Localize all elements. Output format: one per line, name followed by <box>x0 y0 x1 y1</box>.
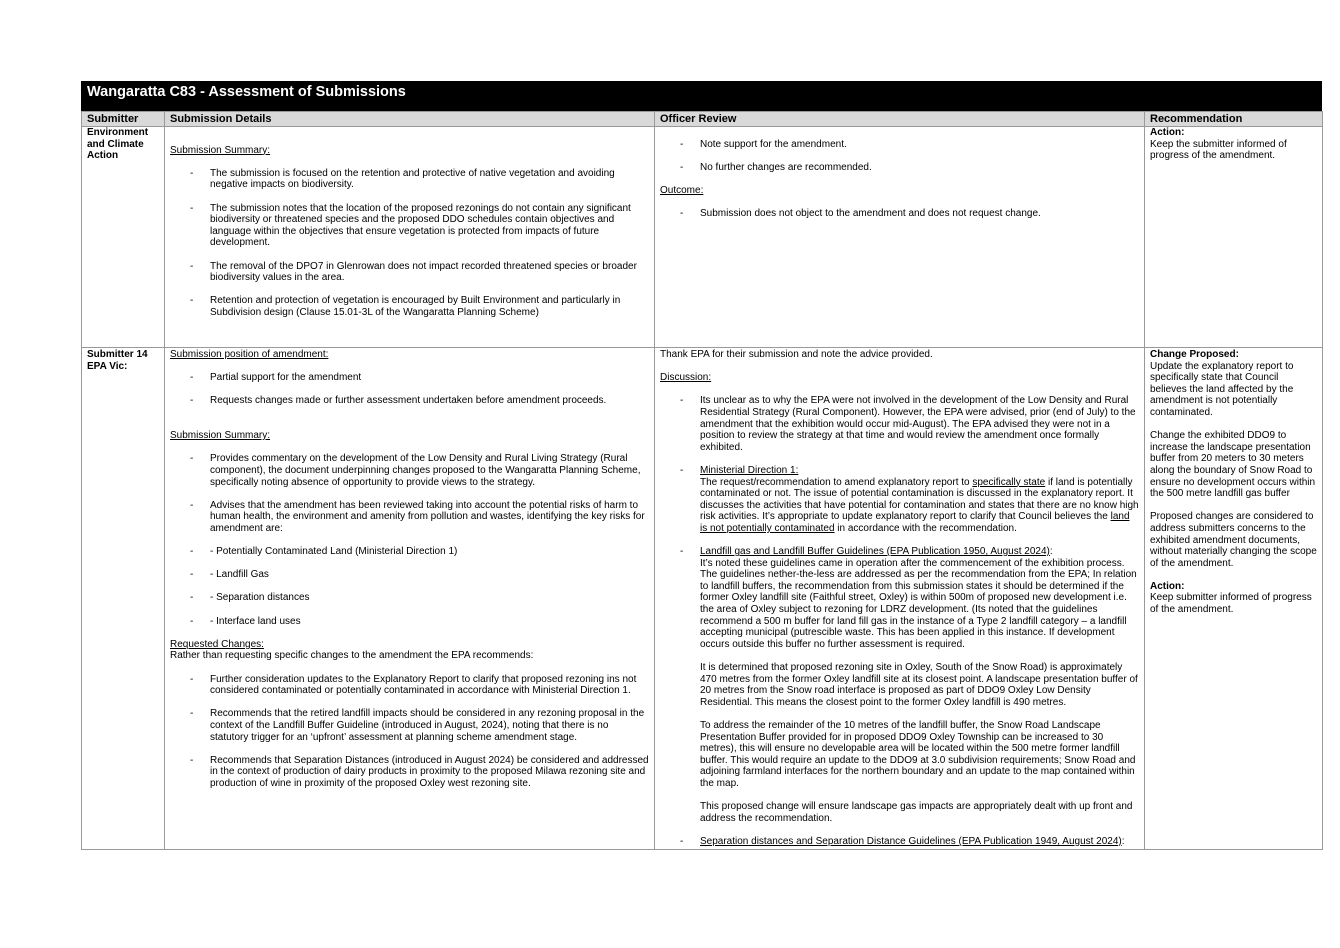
list-item: - The removal of the DPO7 in Glenrowan does not impact recorded threatened species or broader biodiversity values in the area. <box>170 261 649 284</box>
outcome-heading: Outcome: <box>660 184 704 196</box>
list-item: - Its unclear as to why the EPA were not involved in the development of the Low Density and Rural Residential Strategy (Rural Component). However, the EPA were advised, prior (end of July) to the amendment that the exhibition would occur mid-August). The EPA advised they were not in a position to review the strategy at that time and would review the amendment once formally exhibited. <box>660 395 1139 453</box>
list-item: - Provides commentary on the development of the Low Density and Rural Living Strategy (Rural component), the document underpinning changes proposed to the Wangaratta Planning Scheme, specifically noting absence of opportunity to provide views to the strategy. <box>170 453 649 488</box>
submitter-cell: Environment and Climate Action <box>82 127 165 348</box>
paragraph: This proposed change will ensure landscape gas impacts are appropriately dealt with up front and address the recommendation. <box>700 801 1133 824</box>
ministerial-direction-text: The request/recommendation to amend explanatory report to specifically state if land is potentially contaminated or not. The issue of potential contamination is discussed in the explanatory report. It discusses the activities that have potential for contamination and states that there are no know high risk activities. It’s appropriate to update explanatory report to clarify that Council believes the land is not potentially contaminated in accordance with the recommendation. <box>700 476 1139 534</box>
review-intro: Thank EPA for their submission and note the advice provided. <box>660 349 933 360</box>
action-text: Keep the submitter informed of progress of the amendment. <box>1150 138 1287 162</box>
list-item: - Retention and protection of vegetation is encouraged by Built Environment and particularly in Subdivision design (Clause 15.01-3L of the Wangaratta Planning Scheme) <box>170 295 649 318</box>
requested-changes-heading: Requested Changes: <box>170 638 264 650</box>
recommendation-cell <box>1145 348 1323 850</box>
list-item: - Requests changes made or further assessment undertaken before amendment proceeds. <box>170 395 649 407</box>
change-proposed-label: Change Proposed: <box>1150 349 1239 360</box>
list-item: - The submission notes that the location of the proposed rezonings do not contain any significant biodiversity or threatened species and the proposed DDO schedules contain objectives and language within the objectives that ensure vegetation is protected from impacts of future development. <box>170 203 649 249</box>
table-row <box>82 127 1323 348</box>
landfill-heading: - Landfill gas and Landfill Buffer Guidelines (EPA Publication 1950, August 2024): <box>700 546 1053 558</box>
action-label: Action: <box>1150 127 1185 138</box>
officer-review-cell <box>655 348 1145 850</box>
table-header-row <box>82 112 1323 127</box>
summary-heading: Submission Summary: <box>170 430 271 442</box>
list-item: - Further consideration updates to the Explanatory Report to clarify that proposed rezoning ins not considered contaminated or potentially contaminated in accordance with Ministerial Direction 1. <box>170 674 649 697</box>
list-item: - Note support for the amendment. <box>660 139 1139 151</box>
table-row <box>82 348 1323 850</box>
officer-review-cell <box>655 127 1145 348</box>
document-title: Wangaratta C83 - Assessment of Submissions <box>81 81 1322 111</box>
list-item: - Recommends that Separation Distances (introduced in August 2024) be considered and addressed in the context of production of dairy products in proximity to the proposed Milawa rezoning site and production of wine in proximity of the proposed Oxley west rezoning site. <box>170 755 649 790</box>
list-item: - - Separation distances <box>170 592 649 604</box>
recommendation-cell <box>1145 127 1323 348</box>
paragraph: It is determined that proposed rezoning site in Oxley, South of the Snow Road) is approximately 470 metres from the former Oxley landfill site at its closest point. A landscape presentation buffer of 20 metres from the Snow road interface is proposed as part of DDO9 Oxley Low Density Residential. This means the closest point to the former Oxley landfill is 490 metres. <box>700 662 1138 708</box>
list-item: - - Potentially Contaminated Land (Ministerial Direction 1) <box>170 546 649 558</box>
submitter-cell: Submitter 14 EPA Vic: <box>82 348 165 850</box>
submissions-table <box>81 111 1323 850</box>
header-submission-details: Submission Details <box>165 112 655 127</box>
submission-details-cell <box>165 348 655 850</box>
header-recommendation: Recommendation <box>1145 112 1323 127</box>
list-item: - Advises that the amendment has been reviewed taking into account the potential risks of harm to human health, the environment and amenity from pollution and wastes, identifying the key risks for amendment are: <box>170 500 649 535</box>
list-item: - - Interface land uses <box>170 616 649 628</box>
list-item: - - Landfill Gas <box>170 569 649 581</box>
list-item: - Recommends that the retired landfill impacts should be considered in any rezoning proposal in the context of the Landfill Buffer Guideline (introduced in August, 2024), noting that there is no statutory trigger for an ‘upfront’ assessment at planning scheme amendment stage. <box>170 708 649 743</box>
list-item: - No further changes are recommended. <box>660 162 1139 174</box>
summary-heading: Submission Summary: <box>170 144 271 156</box>
header-officer-review: Officer Review <box>655 112 1145 127</box>
requested-changes-intro: Rather than requesting specific changes to the amendment the EPA recommends: <box>170 650 534 662</box>
position-heading: Submission position of amendment: <box>170 349 329 360</box>
list-item <box>660 546 1139 824</box>
list-item: - The submission is focused on the retention and protective of native vegetation and avoiding negative impacts on biodiversity. <box>170 168 649 191</box>
submission-details-cell <box>165 127 655 348</box>
recommendation-text: Update the explanatory report to specifically state that Council believes the land affected by the amendment is not potentially contaminated. <box>1150 360 1294 418</box>
paragraph: To address the remainder of the 10 metres of the landfill buffer, the Snow Road Landscape Presentation Buffer provided for in proposed DDO9 Oxley Township can be increased to 30 metres), this will ensure no developable area will be located within the 500 metre former landfill buffer. This would require an update to the DDO9 at 3.0 subdivision requirements; Snow Road and adjoining farmland interfaces for the northern boundary and an update to the map contained within the map. <box>700 720 1136 789</box>
recommendation-text: Proposed changes are considered to address submitters concerns to the exhibited amendment documents, without materially changing the scope of the amendment. <box>1150 511 1317 569</box>
action-label: Action: <box>1150 580 1185 592</box>
header-submitter: Submitter <box>82 112 165 127</box>
recommendation-text: Change the exhibited DDO9 to increase the landscape presentation buffer from 20 meters to 30 meters along the boundary of Snow Road to ensure no development occurs within the 500 metre landfill gas buffer <box>1150 430 1316 500</box>
list-item: - Submission does not object to the amendment and does not request change. <box>660 208 1139 220</box>
landfill-text: It’s noted these guidelines came in operation after the commencement of the exhibition process. The guidelines nether-the-less are addressed as per the recommendation from the EPA; In relation to landfill buffers, the recommendation from this submission states it should be determined if the former Oxley landfill site (Faithful street, Oxley) is within 500m of proposed new development i.e. the area of Oxley subject to rezoning for LDRZ development. (Its noted that the guidelines recommend a 500 m buffer for land fill gas in the instance of a Type 2 landfill category – a landfill accepting municipal (putrescible waste. This has been applied in this instance. If development occurs outside this buffer no further assessment is required. <box>700 557 1137 650</box>
discussion-heading: Discussion: <box>660 372 712 384</box>
assessment-document <box>81 81 1322 850</box>
list-item <box>660 465 1139 535</box>
ministerial-direction-heading: - Ministerial Direction 1: <box>700 464 799 476</box>
action-text: Keep submitter informed of progress of the amendment. <box>1150 592 1312 616</box>
list-item: - Partial support for the amendment <box>170 372 649 384</box>
list-item: - Separation distances and Separation Distance Guidelines (EPA Publication 1949, August 2024): <box>660 836 1139 848</box>
